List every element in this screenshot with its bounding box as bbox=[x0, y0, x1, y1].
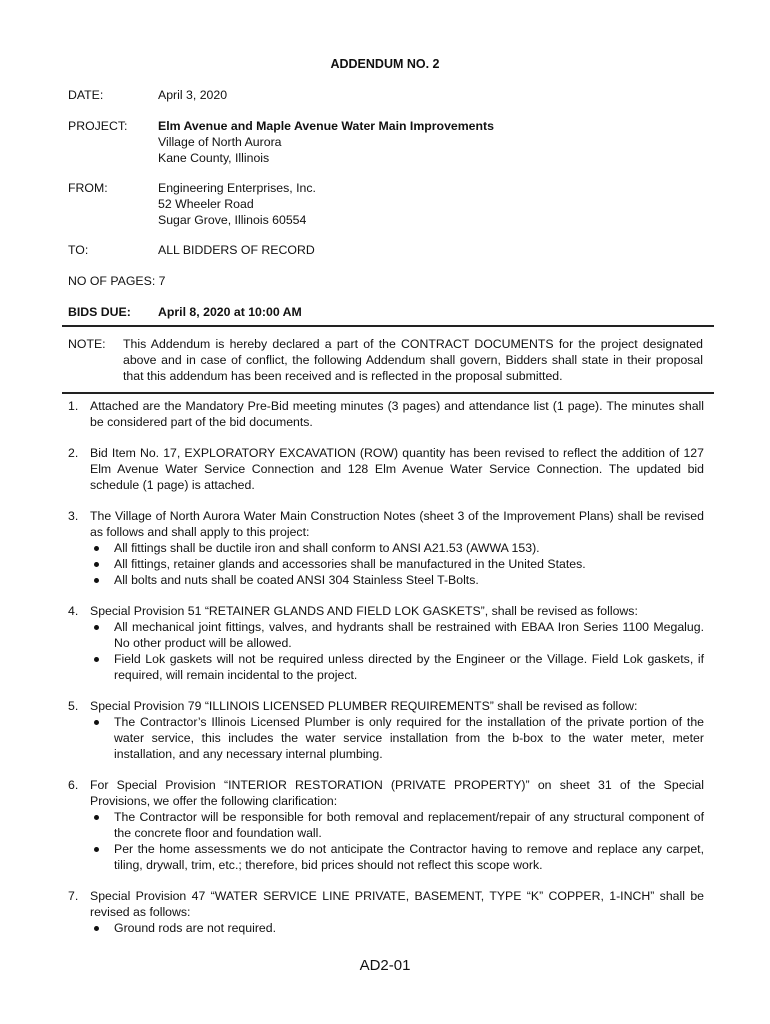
bullet-text: All bolts and nuts shall be coated ANSI 304 Stainless Steel T-Bolts. bbox=[114, 573, 479, 587]
addendum-item bbox=[68, 888, 704, 936]
item-number: 5. bbox=[68, 699, 79, 713]
item-number: 3. bbox=[68, 509, 79, 523]
from-city: Sugar Grove, Illinois 60554 bbox=[158, 213, 307, 227]
bids-due-value: April 8, 2020 at 10:00 AM bbox=[158, 305, 302, 319]
from-value bbox=[158, 180, 718, 228]
bullet-list bbox=[68, 619, 704, 683]
bullet-icon bbox=[94, 847, 99, 852]
bids-due-label: BIDS DUE: bbox=[68, 305, 131, 319]
bullet-icon bbox=[94, 815, 99, 820]
bullet-text: The Contractor will be responsible for both removal and replacement/repair of any structural component of the concrete floor and foundation wall. bbox=[114, 810, 704, 840]
from-street: 52 Wheeler Road bbox=[158, 197, 254, 211]
top-divider bbox=[62, 325, 714, 327]
bullet-item bbox=[68, 809, 704, 841]
bullet-item bbox=[68, 572, 704, 588]
bullet-list bbox=[68, 540, 704, 588]
item-text: Special Provision 51 “RETAINER GLANDS AND FIELD LOK GASKETS”, shall be revised as follows: bbox=[90, 604, 638, 618]
bullet-item bbox=[68, 540, 704, 556]
item-number: 2. bbox=[68, 446, 79, 460]
item-text: The Village of North Aurora Water Main Construction Notes (sheet 3 of the Improvement Plans) shall be revised as follows and shall apply to this project: bbox=[90, 509, 704, 539]
addendum-item bbox=[68, 698, 704, 762]
bullet-icon bbox=[94, 546, 99, 551]
bullet-icon bbox=[94, 657, 99, 662]
item-text: For Special Provision “INTERIOR RESTORATION (PRIVATE PROPERTY)” on sheet 31 of the Special Provisions, we offer the following clarification: bbox=[90, 778, 704, 808]
addendum-item bbox=[68, 508, 704, 588]
from-company: Engineering Enterprises, Inc. bbox=[158, 181, 316, 195]
to-label: TO: bbox=[68, 243, 89, 257]
addendum-items bbox=[68, 398, 704, 951]
bullet-icon bbox=[94, 578, 99, 583]
pages-count: NO OF PAGES: 7 bbox=[68, 274, 166, 288]
bullet-text: The Contractor’s Illinois Licensed Plumber is only required for the installation of the private portion of the water service, this includes the water service installation from the b-box to the water meter, meter installation, and any necessary internal plumbing. bbox=[114, 715, 704, 761]
addendum-item bbox=[68, 398, 704, 430]
date-label: DATE: bbox=[68, 88, 104, 102]
addendum-item bbox=[68, 603, 704, 683]
item-text: Attached are the Mandatory Pre-Bid meeting minutes (3 pages) and attendance list (1 page). The minutes shall be considered part of the bid documents. bbox=[90, 399, 704, 429]
item-number: 6. bbox=[68, 778, 79, 792]
note-label: NOTE: bbox=[68, 337, 106, 351]
bullet-item bbox=[68, 841, 704, 873]
bullet-icon bbox=[94, 625, 99, 630]
bullet-text: All fittings, retainer glands and accessories shall be manufactured in the United States. bbox=[114, 557, 586, 571]
addendum-item bbox=[68, 777, 704, 873]
bullet-text: All fittings shall be ductile iron and shall conform to ANSI A21.53 (AWWA 153). bbox=[114, 541, 540, 555]
bullet-item bbox=[68, 651, 704, 683]
bullet-item bbox=[68, 920, 704, 936]
bullet-list bbox=[68, 809, 704, 873]
date-value: April 3, 2020 bbox=[158, 88, 228, 102]
project-label: PROJECT: bbox=[68, 119, 128, 133]
to-value: ALL BIDDERS OF RECORD bbox=[158, 243, 315, 257]
bullet-item bbox=[68, 714, 704, 762]
bullet-icon bbox=[94, 720, 99, 725]
project-value bbox=[158, 118, 718, 166]
project-village: Village of North Aurora bbox=[158, 135, 282, 149]
bullet-list bbox=[68, 714, 704, 762]
bullet-item bbox=[68, 619, 704, 651]
bullet-item bbox=[68, 556, 704, 572]
item-text: Special Provision 47 “WATER SERVICE LINE PRIVATE, BASEMENT, TYPE “K” COPPER, 1-INCH” shall be revised as follows: bbox=[90, 889, 704, 919]
bullet-text: Field Lok gaskets will not be required unless directed by the Engineer or the Village. Field Lok gaskets, if required, will remain incidental to the project. bbox=[114, 652, 704, 682]
page-footer: AD2-01 bbox=[359, 957, 411, 974]
addendum-title: ADDENDUM NO. 2 bbox=[330, 57, 440, 71]
from-label: FROM: bbox=[68, 181, 108, 195]
note-text: This Addendum is hereby declared a part of the CONTRACT DOCUMENTS for the project designated above and in case of conflict, the following Addendum shall govern, Bidders shall state in their proposal that this addendum has been received and is reflected in the proposal submitted. bbox=[123, 337, 703, 383]
item-number: 1. bbox=[68, 399, 79, 413]
project-county: Kane County, Illinois bbox=[158, 151, 270, 165]
addendum-item bbox=[68, 445, 704, 493]
bullet-list bbox=[68, 920, 704, 936]
bottom-divider bbox=[62, 392, 714, 394]
bullet-icon bbox=[94, 926, 99, 931]
bullet-text: Per the home assessments we do not anticipate the Contractor having to remove and replace any carpet, tiling, drywall, trim, etc.; therefore, bid prices should not reflect this scope work. bbox=[114, 842, 704, 872]
item-text: Special Provision 79 “ILLINOIS LICENSED PLUMBER REQUIREMENTS” shall be revised as follow: bbox=[90, 699, 638, 713]
item-text: Bid Item No. 17, EXPLORATORY EXCAVATION (ROW) quantity has been revised to reflect the addition of 127 Elm Avenue Water Service Connection and 128 Elm Avenue Water Service Connection. The updated bid schedule (1 page) is attached. bbox=[90, 446, 704, 492]
bullet-icon bbox=[94, 562, 99, 567]
bullet-text: Ground rods are not required. bbox=[114, 921, 277, 935]
bullet-text: All mechanical joint fittings, valves, and hydrants shall be restrained with EBAA Iron Series 1100 Megalug. No other product will be allowed. bbox=[114, 620, 704, 650]
project-name: Elm Avenue and Maple Avenue Water Main Improvements bbox=[158, 119, 494, 133]
item-number: 7. bbox=[68, 889, 79, 903]
item-number: 4. bbox=[68, 604, 79, 618]
